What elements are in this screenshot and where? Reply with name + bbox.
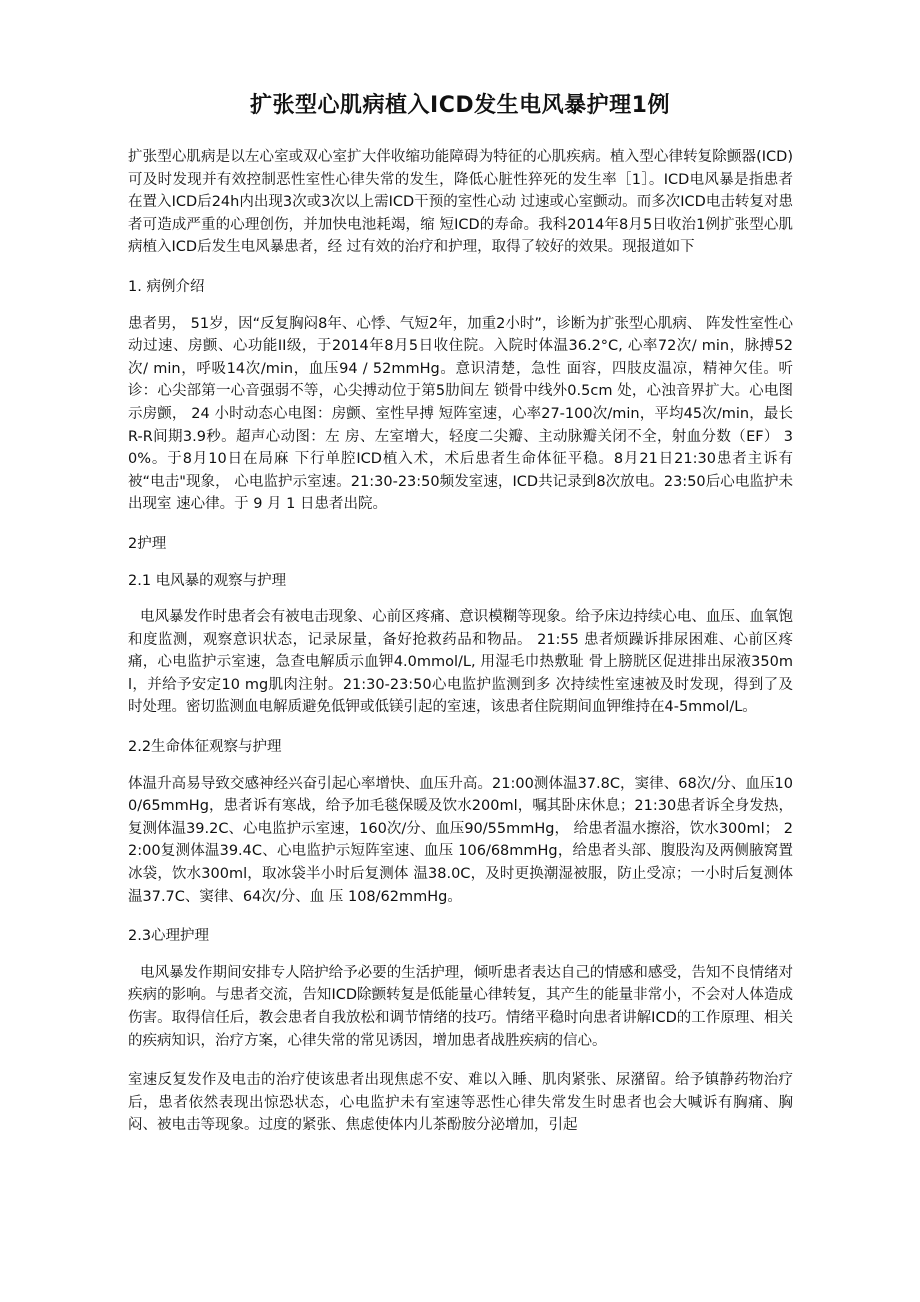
psychological-care-paragraph-1: 电风暴发作期间安排专人陪护给予必要的生活护理，倾听患者表达自己的情感和感受，告知不良情绪对疾病的影响。与患者交流，告知ICD除颤转复是低能量心律转复，其产生的能量非常小，不会对人体造成伤害。取得信任后，教会患者自我放松和调节情绪的技巧。情绪平稳时向患者讲解ICD的工作原理、相关的疾病知识，治疗方案，心律失常的常见诱因，增加患者战胜疾病的信心。	[128, 964, 793, 1049]
document-title: 扩张型心肌病植入ICD发生电风暴护理1例	[250, 93, 670, 118]
intro-paragraph: 扩张型心肌病是以左心室或双心室扩大伴收缩功能障碍为特征的心肌疾病。植入型心律转复除颤器(ICD)可及时发现并有效控制恶性室性心律失常的发生，降低心脏性猝死的发生率［1］。ICD电风暴是指患者在置入ICD后24h内出现3次或3次以上需ICD干预的室性心动 过速或心室颤动。而多次ICD电击转复对患者可造成严重的心理创伤，并加快电池耗竭，缩 短ICD的寿命。我科2014年8月5日收治1例扩张型心肌病植入ICD后发生电风暴患者，经 过有效的治疗和护理，取得了较好的效果。现报道如下	[128, 149, 793, 256]
section-heading-storm-observation: 2.1 电风暴的观察与护理	[128, 572, 287, 589]
storm-observation-paragraph: 电风暴发作时患者会有被电击现象、心前区疼痛、意识模糊等现象。给予床边持续心电、血压、血氧饱和度监测，观察意识状态，记录尿量，备好抢救药品和物品。 21:55 患者烦躁诉排尿困难、心前区疼痛，心电监护示室速，急查电解质示血钾4.0mmol/L, 用湿毛巾热敷耻 骨上膀胱区促进排出尿液350ml，并给予安定10 mg肌肉注射。21:30-23:50心电监护监测到多 次持续性室速被及时发现，得到了及时处理。密切监测血电解质避免低钾或低镁引起的室速，该患者住院期间血钾维持在4-5mmol/L。	[128, 609, 793, 716]
document-body	[128, 146, 793, 1137]
section-heading-psychological-care: 2.3心理护理	[128, 928, 210, 945]
vital-signs-paragraph: 体温升高易导致交感神经兴奋引起心率增快、血压升高。21:00测体温37.8C，窦律、68次/分、血压100/65mmHg，患者诉有寒战，给予加毛毯保暖及饮水200ml，嘱其卧床休息；21:30患者诉全身发热，复测体温39.2C、心电监护示室速，160次/分、血压90/55mmHg， 给患者温水擦浴，饮水300ml； 22:00复测体温39.4C、心电监护示短阵室速、血压 106/68mmHg，给患者头部、腹股沟及两侧腋窝置冰袋，饮水300ml，取冰袋半小时后复测体 温38.0C，及时更换潮湿被服，防止受凉；一小时后复测体温37.7C、窦律、64次/分、血 压 108/62mmHg。	[128, 775, 793, 905]
section-heading-vital-signs: 2.2生命体征观察与护理	[128, 739, 282, 756]
section-heading-nursing: 2护理	[128, 535, 167, 552]
section-heading-case-intro: 1. 病例介绍	[128, 278, 205, 295]
psychological-care-paragraph-2: 室速反复发作及电击的治疗使该患者出现焦虑不安、难以入睡、肌肉紧张、尿潴留。给予镇静药物治疗后，患者依然表现出惊恐状态，心电监护未有室速等恶性心律失常发生时患者也会大喊诉有胸痛、胸闷、被电击等现象。过度的紧张、焦虑使体内儿茶酚胺分泌增加，引起	[128, 1072, 793, 1134]
case-intro-paragraph: 患者男， 51岁，因“反复胸闷8年、心悸、气短2年，加重2小时”，诊断为扩张型心肌病、 阵发性室性心动过速、房颤、心功能II级，于2014年8月5日收住院。入院时体温36.2°C, 心率72次/ min，脉搏52次/ min，呼吸14次/min，血压94 / 52mmHg。意识清楚，急性 面容，四肢皮温凉，精神欠佳。听诊：心尖部第一心音强弱不等，心尖搏动位于第5肋间左 锁骨中线外0.5cm 处，心浊音界扩大。心电图示房颤， 24 小时动态心电图：房颤、室性早搏 短阵室速，心率27-100次/min，平均45次/min，最长R-R间期3.9秒。超声心动图：左 房、左室增大，轻度二尖瓣、主动脉瓣关闭不全，射血分数（EF） 30%。于8月10日在局麻 下行单腔ICD植入术，术后患者生命体征平稳。8月21日21:30患者主诉有被“电击"现象， 心电监护示室速。21:30-23:50频发室速，ICD共记录到8次放电。23:50后心电监护未出现室 速心律。于 9 月 1 日患者出院。	[128, 315, 793, 513]
